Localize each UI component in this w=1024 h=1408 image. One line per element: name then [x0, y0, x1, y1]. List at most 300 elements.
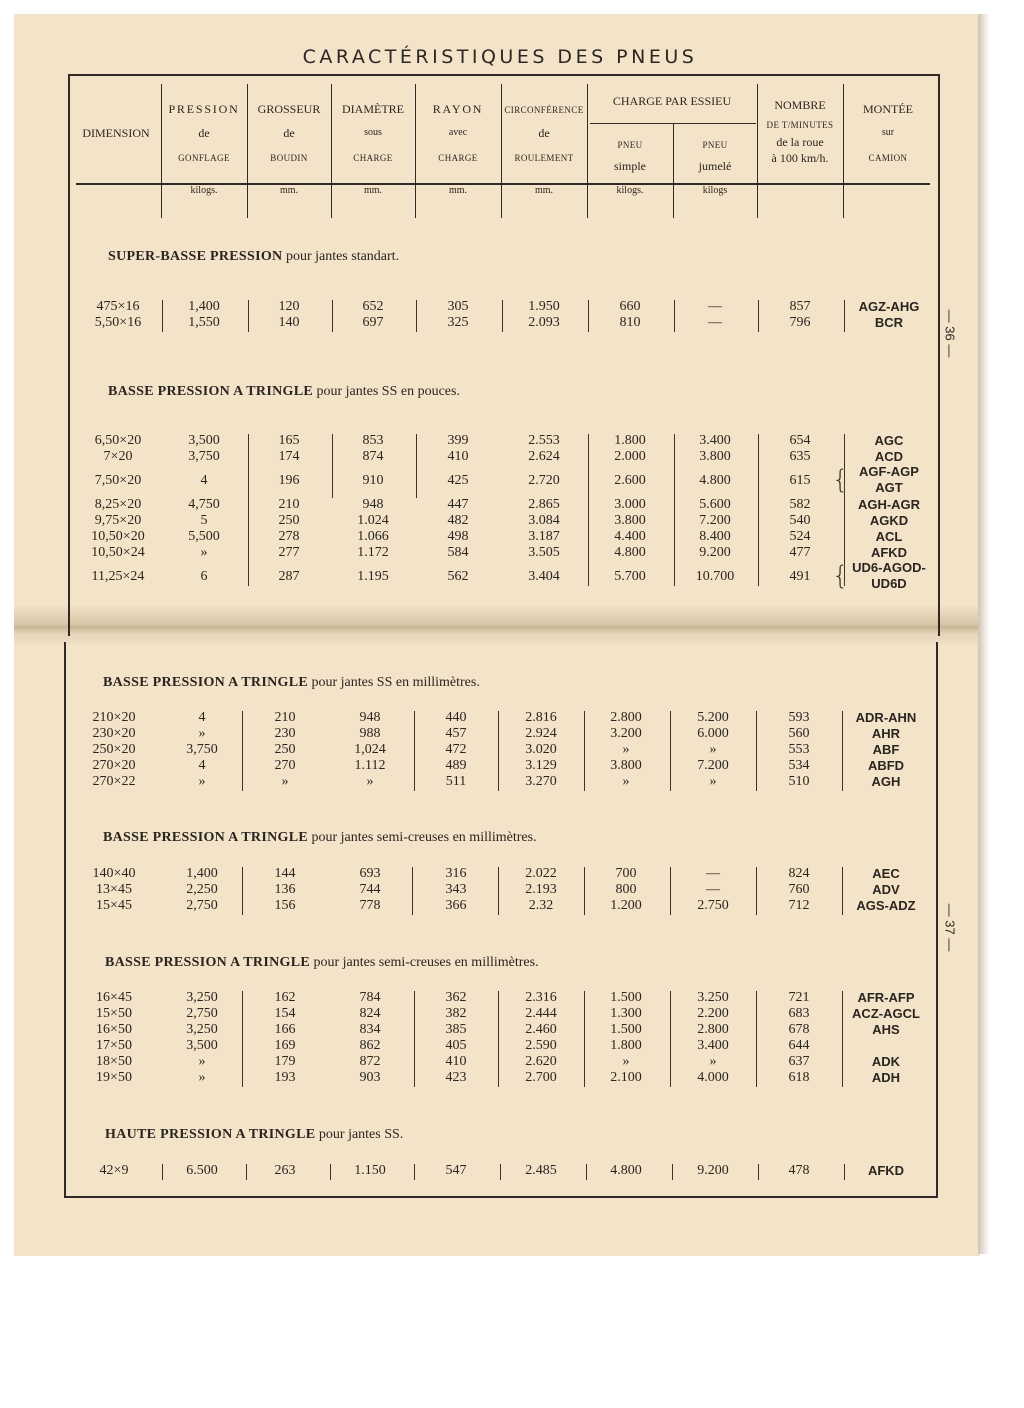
- table-cell: 423: [445, 1070, 467, 1085]
- table-cell: 1.300: [610, 1006, 642, 1021]
- header-gonflage: GONFLAGE: [178, 153, 230, 163]
- table-cell: 3,750: [186, 742, 218, 757]
- table-cell: 4.800: [699, 473, 731, 488]
- column-separator: [498, 867, 499, 915]
- table-cell: 1,400: [188, 299, 220, 314]
- table-cell: 16×45: [96, 990, 132, 1005]
- header-pneu-jumele-label: PNEU: [702, 140, 728, 150]
- table-cell: 5.600: [699, 497, 731, 512]
- table-cell: »: [622, 1054, 630, 1069]
- table-cell: 510: [788, 774, 810, 789]
- table-cell: 475×16: [96, 299, 140, 314]
- table-cell: 144: [274, 866, 296, 881]
- table-cell: 3.800: [699, 449, 731, 464]
- table-cell: 1.066: [357, 529, 389, 544]
- table-cell: 8,25×20: [94, 497, 142, 512]
- table-cell: 948: [362, 497, 384, 512]
- table-cell: 10,50×24: [91, 545, 145, 560]
- table-cell: »: [281, 774, 289, 789]
- table-cell-montee: ADH: [871, 1070, 901, 1085]
- column-separator: [248, 434, 249, 586]
- table-cell: 547: [445, 1163, 467, 1178]
- column-separator: [500, 1164, 501, 1180]
- table-cell: »: [200, 545, 208, 560]
- table-cell: 5,500: [188, 529, 220, 544]
- table-cell: 136: [274, 882, 296, 897]
- column-separator: [584, 711, 585, 791]
- header-roulement: ROULEMENT: [514, 153, 574, 163]
- table-cell: 712: [788, 898, 810, 913]
- header-col-sep: [247, 84, 248, 218]
- table-cell: 10,50×20: [91, 529, 145, 544]
- table-cell: 1.150: [354, 1163, 386, 1178]
- section-title: BASSE PRESSION A TRINGLE pour jantes semi-creuses en millimètres.: [105, 955, 539, 970]
- table-cell: 778: [359, 898, 381, 913]
- column-separator: [586, 1164, 587, 1180]
- table-cell: 9.200: [697, 1163, 729, 1178]
- header-diametre: DIAMÈTRE: [342, 102, 404, 116]
- table-cell: 425: [447, 473, 469, 488]
- table-cell: 366: [445, 898, 467, 913]
- table-cell: 2.460: [525, 1022, 557, 1037]
- table-cell: 2.444: [525, 1006, 557, 1021]
- table-cell: 862: [359, 1038, 381, 1053]
- table-cell: 637: [788, 1054, 810, 1069]
- table-cell: 210: [274, 710, 296, 725]
- table-cell: 810: [619, 315, 641, 330]
- table-cell: 270×22: [92, 774, 136, 789]
- unit-kilogs-jumele: kilogs: [702, 185, 728, 196]
- table-cell: 210: [278, 497, 300, 512]
- table-cell: 385: [445, 1022, 467, 1037]
- table-cell-montee: ADV: [872, 882, 900, 897]
- table-cell: 1.800: [610, 1038, 642, 1053]
- table-cell: 511: [445, 774, 467, 789]
- table-cell: 857: [789, 299, 811, 314]
- table-cell: 721: [788, 990, 810, 1005]
- table-cell: 697: [362, 315, 384, 330]
- column-separator: [414, 1164, 415, 1180]
- table-cell: 903: [359, 1070, 381, 1085]
- table-cell-montee: ABFD: [867, 758, 905, 773]
- table-cell-montee: AGS-ADZ: [856, 898, 916, 913]
- table-cell: 16×50: [96, 1022, 132, 1037]
- table-cell: »: [709, 774, 717, 789]
- table-cell: 278: [278, 529, 300, 544]
- table-cell: 140×40: [92, 866, 136, 881]
- table-cell: 405: [445, 1038, 467, 1053]
- table-cell: 652: [362, 299, 384, 314]
- table-cell: 1.195: [357, 569, 389, 584]
- table-cell: 4: [198, 758, 206, 773]
- table-cell: 582: [789, 497, 811, 512]
- table-cell: 7.200: [699, 513, 731, 528]
- header-rayon: RAYON: [432, 102, 484, 116]
- header-col-sep: [843, 84, 844, 218]
- table-cell: 42×9: [99, 1163, 129, 1178]
- table-cell: »: [366, 774, 374, 789]
- table-cell: —: [706, 866, 720, 881]
- table-cell-montee: ACZ-AGCL: [852, 1006, 920, 1021]
- table-cell: 6: [200, 569, 208, 584]
- table-cell: 382: [445, 1006, 467, 1021]
- header-jumele: jumelé: [698, 159, 732, 173]
- column-separator: [758, 1164, 759, 1180]
- table-cell-montee: ACL: [875, 529, 903, 544]
- table-cell: 3,250: [186, 990, 218, 1005]
- table-cell-montee: AFKD: [867, 1163, 905, 1178]
- table-cell: 17×50: [96, 1038, 132, 1053]
- column-separator: [332, 434, 333, 498]
- header-circonference: CIRCONFÉRENCE: [504, 105, 584, 115]
- column-separator: [248, 300, 249, 332]
- page-number-36: — 36 —: [942, 309, 958, 358]
- table-cell-montee: AGF-AGP AGT: [859, 464, 919, 495]
- column-separator: [670, 711, 671, 791]
- table-cell-montee: AGC: [874, 433, 904, 448]
- table-cell: 8.400: [699, 529, 731, 544]
- table-cell: 796: [789, 315, 811, 330]
- table-cell: 2.865: [528, 497, 560, 512]
- table-cell-montee: ACD: [874, 449, 904, 464]
- table-cell: 4.000: [697, 1070, 729, 1085]
- header-rayon-avec: avec: [448, 127, 468, 138]
- table-cell: 6.000: [697, 726, 729, 741]
- table-cell: 9.200: [699, 545, 731, 560]
- table-cell: 196: [278, 473, 300, 488]
- column-separator: [502, 300, 503, 332]
- header-col-sep: [587, 84, 588, 218]
- table-cell: 3.250: [697, 990, 729, 1005]
- brace-mark: {: [832, 561, 849, 591]
- table-cell: 3.400: [699, 433, 731, 448]
- table-cell: 1.800: [614, 433, 646, 448]
- column-separator: [758, 434, 759, 586]
- header-pneu-simple-label: PNEU: [617, 140, 643, 150]
- table-cell: 1,024: [354, 742, 386, 757]
- table-cell: 683: [788, 1006, 810, 1021]
- column-separator: [498, 711, 499, 791]
- table-cell: 615: [789, 473, 811, 488]
- table-cell: 10.700: [695, 569, 735, 584]
- column-separator: [242, 867, 243, 915]
- table-cell: 2.32: [528, 898, 554, 913]
- table-cell: 853: [362, 433, 384, 448]
- table-cell: 162: [274, 990, 296, 1005]
- brace-mark: {: [832, 465, 849, 495]
- table-cell: 2.193: [525, 882, 557, 897]
- table-cell: 18×50: [96, 1054, 132, 1069]
- table-cell: 15×50: [96, 1006, 132, 1021]
- table-cell: 2.800: [697, 1022, 729, 1037]
- table-cell: 6,50×20: [94, 433, 142, 448]
- table-cell: 4,750: [188, 497, 220, 512]
- table-cell: 1,400: [186, 866, 218, 881]
- column-separator: [162, 1164, 163, 1180]
- table-cell: 165: [278, 433, 300, 448]
- table-cell: 154: [274, 1006, 296, 1021]
- column-separator: [670, 991, 671, 1087]
- table-cell: 635: [789, 449, 811, 464]
- table-cell-montee: AFKD: [870, 545, 908, 560]
- table-cell: 193: [274, 1070, 296, 1085]
- table-cell: 4: [198, 710, 206, 725]
- table-cell: 7,50×20: [94, 473, 142, 488]
- table-cell: 874: [362, 449, 384, 464]
- table-cell: 3,250: [186, 1022, 218, 1037]
- table-cell: 744: [359, 882, 381, 897]
- table-cell: »: [198, 774, 206, 789]
- table-cell: 169: [274, 1038, 296, 1053]
- table-cell: 2.624: [528, 449, 560, 464]
- table-cell-montee: AGKD: [869, 513, 909, 528]
- column-separator: [756, 711, 757, 791]
- table-cell: »: [198, 1070, 206, 1085]
- table-cell: 584: [447, 545, 469, 560]
- column-separator: [842, 711, 843, 791]
- header-col-sep: [161, 84, 162, 218]
- table-cell: 166: [274, 1022, 296, 1037]
- table-cell: 3.505: [528, 545, 560, 560]
- header-montee-sur: sur: [881, 127, 895, 138]
- table-cell: 910: [362, 473, 384, 488]
- table-cell-montee: AHR: [871, 726, 901, 741]
- table-cell: 4.800: [610, 1163, 642, 1178]
- table-cell: 120: [278, 299, 300, 314]
- header-100-kmh: à 100 km/h.: [771, 151, 829, 165]
- section-title: HAUTE PRESSION A TRINGLE pour jantes SS.: [105, 1127, 404, 1142]
- table-cell: 693: [359, 866, 381, 881]
- column-separator: [416, 300, 417, 332]
- table-cell: 3.129: [525, 758, 557, 773]
- table-cell: »: [198, 726, 206, 741]
- unit-mm-diametre: mm.: [363, 185, 383, 196]
- table-cell: 3,500: [188, 433, 220, 448]
- table-cell: 482: [447, 513, 469, 528]
- header-pression-de: de: [198, 126, 210, 140]
- column-separator: [844, 300, 845, 332]
- table-cell: 2.000: [614, 449, 646, 464]
- table-cell: 19×50: [96, 1070, 132, 1085]
- table-cell: 5.700: [614, 569, 646, 584]
- table-cell: 2.553: [528, 433, 560, 448]
- table-cell: »: [198, 1054, 206, 1069]
- table-cell: 9,75×20: [94, 513, 142, 528]
- table-cell: 644: [788, 1038, 810, 1053]
- header-montee: MONTÉE: [863, 102, 913, 116]
- table-cell: 270×20: [92, 758, 136, 773]
- table-cell: 316: [445, 866, 467, 881]
- column-separator: [756, 867, 757, 915]
- table-cell: —: [706, 882, 720, 897]
- header-boudin: BOUDIN: [270, 153, 308, 163]
- table-cell: 534: [788, 758, 810, 773]
- table-cell: 477: [789, 545, 811, 560]
- table-cell: 5,50×16: [94, 315, 142, 330]
- table-cell-montee: AFR-AFP: [857, 990, 915, 1005]
- header-diametre-sous: sous: [364, 127, 382, 138]
- table-cell: 593: [788, 710, 810, 725]
- table-cell: 2.485: [525, 1163, 557, 1178]
- table-cell-montee: AGH: [871, 774, 901, 789]
- header-col-sep: [501, 84, 502, 218]
- column-separator: [242, 991, 243, 1087]
- table-cell: 3.084: [528, 513, 560, 528]
- table-cell: 2.816: [525, 710, 557, 725]
- table-cell: 179: [274, 1054, 296, 1069]
- table-cell: 2.093: [528, 315, 560, 330]
- table-cell: 410: [445, 1054, 467, 1069]
- table-cell: 270: [274, 758, 296, 773]
- header-dimension: DIMENSION: [82, 126, 150, 140]
- table-cell-montee: AEC: [872, 866, 900, 881]
- table-cell: 824: [788, 866, 810, 881]
- table-cell: 4.400: [614, 529, 646, 544]
- table-cell: 478: [788, 1163, 810, 1178]
- header-rayon-charge: CHARGE: [438, 153, 478, 163]
- column-separator: [584, 991, 585, 1087]
- header-col-sep: [415, 84, 416, 218]
- table-cell: 3.270: [525, 774, 557, 789]
- column-separator: [242, 711, 243, 791]
- column-separator: [758, 300, 759, 332]
- table-cell: 948: [359, 710, 381, 725]
- column-separator: [674, 300, 675, 332]
- table-cell: 2.700: [525, 1070, 557, 1085]
- column-separator: [670, 867, 671, 915]
- table-cell: 2.620: [525, 1054, 557, 1069]
- table-cell: 7×20: [103, 449, 133, 464]
- table-cell: 7.200: [697, 758, 729, 773]
- column-separator: [246, 1164, 247, 1180]
- table-cell: 553: [788, 742, 810, 757]
- unit-mm-grosseur: mm.: [279, 185, 299, 196]
- column-separator: [756, 991, 757, 1087]
- section-title: SUPER-BASSE PRESSION pour jantes standart.: [108, 249, 400, 264]
- column-separator: [412, 867, 413, 915]
- table-cell: 263: [274, 1163, 296, 1178]
- table-cell: 1.200: [610, 898, 642, 913]
- table-cell: 250: [278, 513, 300, 528]
- header-simple: simple: [614, 159, 646, 173]
- section-title: BASSE PRESSION A TRINGLE pour jantes semi-creuses en millimètres.: [103, 830, 537, 845]
- table-cell: 498: [447, 529, 469, 544]
- table-cell: 3,500: [186, 1038, 218, 1053]
- header-nombre: NOMBRE: [774, 98, 826, 112]
- header-grosseur: GROSSEUR: [257, 102, 321, 116]
- table-cell: 2,250: [186, 882, 218, 897]
- table-cell: 156: [274, 898, 296, 913]
- table-cell: 1.950: [528, 299, 560, 314]
- table-cell-montee: AGH-AGR: [857, 497, 921, 512]
- table-cell: 230×20: [92, 726, 136, 741]
- table-cell: 3.020: [525, 742, 557, 757]
- column-separator: [842, 991, 843, 1087]
- header-de-la-roue: de la roue: [776, 135, 824, 149]
- header-col-sep: [331, 84, 332, 218]
- table-cell: 3.800: [610, 758, 642, 773]
- table-cell-montee: ABF: [872, 742, 900, 757]
- table-cell: 1.172: [357, 545, 389, 560]
- table-cell-montee: AHS: [872, 1022, 900, 1037]
- table-cell: 140: [278, 315, 300, 330]
- header-camion: CAMION: [868, 153, 908, 163]
- table-cell: 2.600: [614, 473, 646, 488]
- table-cell: 362: [445, 990, 467, 1005]
- column-separator: [672, 1164, 673, 1180]
- table-cell: 305: [447, 299, 469, 314]
- table-cell: 3.404: [528, 569, 560, 584]
- header-col-sep: [757, 84, 758, 218]
- table-cell: 3.800: [614, 513, 646, 528]
- table-cell: 2.720: [528, 473, 560, 488]
- column-separator: [588, 300, 589, 332]
- table-cell: 287: [278, 569, 300, 584]
- table-cell: 489: [445, 758, 467, 773]
- table-cell-montee: BCR: [874, 315, 904, 330]
- column-separator: [416, 434, 417, 498]
- table-cell: 654: [789, 433, 811, 448]
- table-cell: 824: [359, 1006, 381, 1021]
- table-cell: 457: [445, 726, 467, 741]
- table-cell: 3.200: [610, 726, 642, 741]
- table-cell: 277: [278, 545, 300, 560]
- table-cell: »: [709, 742, 717, 757]
- table-cell: 472: [445, 742, 467, 757]
- page-title: CARACTÉRISTIQUES DES PNEUS: [302, 46, 698, 68]
- table-cell: 2.800: [610, 710, 642, 725]
- table-cell: 11,25×24: [91, 569, 145, 584]
- unit-kilogs-simple: kilogs.: [616, 185, 644, 196]
- header-grosseur-de: de: [283, 126, 295, 140]
- table-cell: 784: [359, 990, 381, 1005]
- column-separator: [162, 300, 163, 332]
- page-number-37: — 37 —: [942, 903, 958, 952]
- table-cell: 5: [200, 513, 208, 528]
- table-cell: 2.100: [610, 1070, 642, 1085]
- table-cell: 2,750: [186, 898, 218, 913]
- column-separator: [584, 867, 585, 915]
- column-separator: [330, 1164, 331, 1180]
- table-cell: 440: [445, 710, 467, 725]
- table-cell: 230: [274, 726, 296, 741]
- table-cell: 174: [278, 449, 300, 464]
- table-cell: 3.000: [614, 497, 646, 512]
- header-t-minutes: DE T/MINUTES: [766, 120, 834, 130]
- table-cell: 2.924: [525, 726, 557, 741]
- header-diametre-charge: CHARGE: [353, 153, 393, 163]
- column-separator: [414, 991, 415, 1087]
- table-cell: 250×20: [92, 742, 136, 757]
- table-cell: 1.112: [354, 758, 386, 773]
- table-cell: 560: [788, 726, 810, 741]
- table-cell: 3.400: [697, 1038, 729, 1053]
- table-cell: 399: [447, 433, 469, 448]
- table-cell: 3,750: [188, 449, 220, 464]
- table-cell: 700: [615, 866, 637, 881]
- table-cell: 410: [447, 449, 469, 464]
- unit-mm-circonference: mm.: [534, 185, 554, 196]
- table-cell-montee: ADK: [871, 1054, 901, 1069]
- table-cell: 678: [788, 1022, 810, 1037]
- table-cell: 6.500: [186, 1163, 218, 1178]
- table-cell: 760: [788, 882, 810, 897]
- table-cell: 872: [359, 1054, 381, 1069]
- page-edge-shadow: [978, 14, 990, 1254]
- unit-mm-rayon: mm.: [448, 185, 468, 196]
- table-cell: 250: [274, 742, 296, 757]
- table-cell: 325: [447, 315, 469, 330]
